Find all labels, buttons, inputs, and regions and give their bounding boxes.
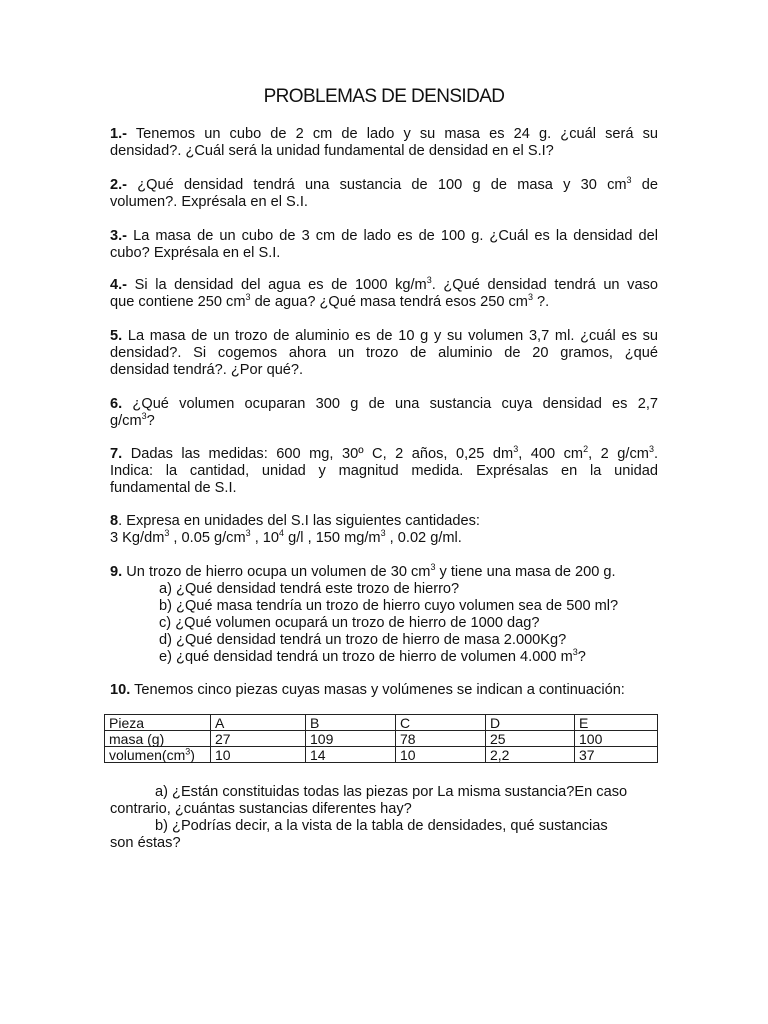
problem-number: 1.- [110, 126, 128, 142]
superscript: 4 [279, 528, 285, 539]
problem-5 [110, 328, 658, 379]
problem-text: . Expresa en unidades del S.I las siguientes cantidades: [118, 513, 480, 529]
table-header-row [105, 715, 658, 731]
table-cell: masa (g) [105, 731, 211, 747]
problem-text: volumen?. Exprésala en el S.I. [110, 194, 308, 210]
cell-text: volumen(cm [109, 747, 186, 763]
problem-text: . ¿Qué densidad tendrá un vaso [431, 277, 658, 293]
problem-number: 7. [110, 446, 123, 462]
superscript: 3 [572, 647, 578, 658]
problem-text: La masa de un cubo de 3 cm de lado es de 100 g. ¿Cuál es la densidad del [133, 228, 659, 244]
problem-text: , 400 cm [518, 446, 584, 462]
problem-text: fundamental de S.I. [110, 480, 237, 496]
problem-text: que contiene 250 cm [110, 294, 246, 310]
sub-question-d: d) ¿Qué densidad tendrá un trozo de hierro de masa 2.000Kg? [159, 632, 567, 648]
table-cell [105, 747, 211, 763]
superscript: 3 [141, 411, 147, 422]
superscript: 3 [245, 292, 251, 303]
table-cell: 10 [396, 747, 486, 763]
problem-text: densidad?. ¿Cuál será la unidad fundamental de densidad en el S.I? [110, 143, 554, 159]
problem-text: Un trozo de hierro ocupa un volumen de 30 cm [126, 564, 431, 580]
table-cell: 100 [575, 731, 658, 747]
question-a: a) ¿Están constituidas todas las piezas por La misma sustancia?En caso [155, 784, 628, 800]
sub-question-e [110, 649, 658, 666]
problem-1 [110, 126, 658, 160]
page-title: PROBLEMAS DE DENSIDAD [263, 86, 505, 107]
problem-10 [110, 682, 658, 699]
table-cell: 14 [306, 747, 396, 763]
problem-text: , 0.05 g/cm [169, 530, 246, 546]
table-cell: 109 [306, 731, 396, 747]
problem-text: , 2 g/cm [588, 446, 649, 462]
problem-number: 10. [110, 682, 131, 698]
problem-number: 5. [110, 328, 123, 344]
table-cell: C [396, 715, 486, 731]
superscript: 3 [430, 562, 436, 573]
table-row [105, 747, 658, 763]
problem-text: g/l , 150 mg/m [284, 530, 381, 546]
problem-6 [110, 396, 658, 430]
problem-text: ¿Qué densidad tendrá una sustancia de 100 g de masa y 30 cm [137, 177, 627, 193]
table-cell: 10 [211, 747, 306, 763]
superscript: 3 [527, 292, 533, 303]
question-b: b) ¿Podrías decir, a la vista de la tabla de densidades, qué sustancias [155, 818, 608, 834]
superscript: 3 [245, 528, 251, 539]
problem-text: Tenemos cinco piezas cuyas masas y volúmenes se indican a continuación: [134, 682, 625, 698]
problem-2 [110, 177, 658, 211]
table-cell: E [575, 715, 658, 731]
problem-number: 2.- [110, 177, 128, 193]
problem-text: , 0.02 g/ml. [385, 530, 462, 546]
problem-text: La masa de un trozo de aluminio es de 10 g y su volumen 3,7 ml. ¿cuál es su [127, 328, 658, 344]
sub-question-c: c) ¿Qué volumen ocupará un trozo de hierro de 1000 dag? [159, 615, 540, 631]
problem-text: ¿Qué volumen ocuparan 300 g de una sustancia cuya densidad es 2,7 [132, 396, 658, 412]
problem-8 [110, 513, 658, 547]
superscript: 3 [626, 175, 632, 186]
problem-text: densidad?. Si cogemos ahora un trozo de aluminio de 20 gramos, ¿qué [110, 345, 658, 361]
problem-text: 3 Kg/dm [110, 530, 165, 546]
problem-text: g/cm [110, 413, 142, 429]
problem-4 [110, 277, 658, 311]
problem-text: de [631, 177, 658, 193]
cell-text: ) [190, 747, 195, 763]
problem-text: y tiene una masa de 200 g. [435, 564, 616, 580]
problem-text: ? [146, 413, 155, 429]
question-b-continued: son éstas? [110, 835, 181, 851]
table-cell: 25 [486, 731, 575, 747]
table-cell: A [211, 715, 306, 731]
superscript: 3 [426, 275, 432, 286]
table-cell: 78 [396, 731, 486, 747]
problem-number: 4.- [110, 277, 128, 293]
superscript: 3 [185, 746, 191, 757]
problem-number: 3.- [110, 228, 128, 244]
follow-up-questions [110, 784, 658, 852]
table-row [105, 731, 658, 747]
table-cell: Pieza [105, 715, 211, 731]
table-cell: D [486, 715, 575, 731]
table-cell: B [306, 715, 396, 731]
problem-number: 9. [110, 564, 123, 580]
problem-text: Dadas las medidas: 600 mg, 30º C, 2 años, 0,25 dm [130, 446, 514, 462]
problem-text: cubo? Exprésala en el S.I. [110, 245, 281, 261]
problem-number: 6. [110, 396, 123, 412]
problem-text: densidad tendrá?. ¿Por qué?. [110, 362, 304, 378]
problem-text: Si la densidad del agua es de 1000 kg/m [134, 277, 427, 293]
table-cell: 37 [575, 747, 658, 763]
problem-7 [110, 446, 658, 497]
table-cell: 27 [211, 731, 306, 747]
superscript: 2 [583, 444, 589, 455]
problem-text: Indica: la cantidad, unidad y magnitud medida. Exprésalas en la unidad [110, 463, 658, 479]
superscript: 3 [648, 444, 654, 455]
problem-text: . [653, 446, 659, 462]
pieces-table [104, 714, 658, 763]
superscript: 3 [513, 444, 519, 455]
problem-text: de agua? ¿Qué masa tendrá esos 250 cm [250, 294, 528, 310]
problem-text: e) ¿qué densidad tendrá un trozo de hierro de volumen 4.000 m [159, 649, 573, 665]
table-cell: 2,2 [486, 747, 575, 763]
superscript: 3 [380, 528, 386, 539]
problem-text: ?. [532, 294, 550, 310]
problem-number: 8 [110, 513, 119, 529]
sub-question-b: b) ¿Qué masa tendría un trozo de hierro cuyo volumen sea de 500 ml? [159, 598, 619, 614]
problem-9 [110, 564, 658, 666]
question-a-continued: contrario, ¿cuántas sustancias diferentes hay? [110, 801, 412, 817]
superscript: 3 [164, 528, 170, 539]
problem-3 [110, 228, 658, 262]
problem-text: , 10 [250, 530, 280, 546]
sub-question-a: a) ¿Qué densidad tendrá este trozo de hierro? [159, 581, 460, 597]
problem-text: Tenemos un cubo de 2 cm de lado y su masa es 24 g. ¿cuál será su [135, 126, 658, 142]
problem-text: ? [577, 649, 586, 665]
